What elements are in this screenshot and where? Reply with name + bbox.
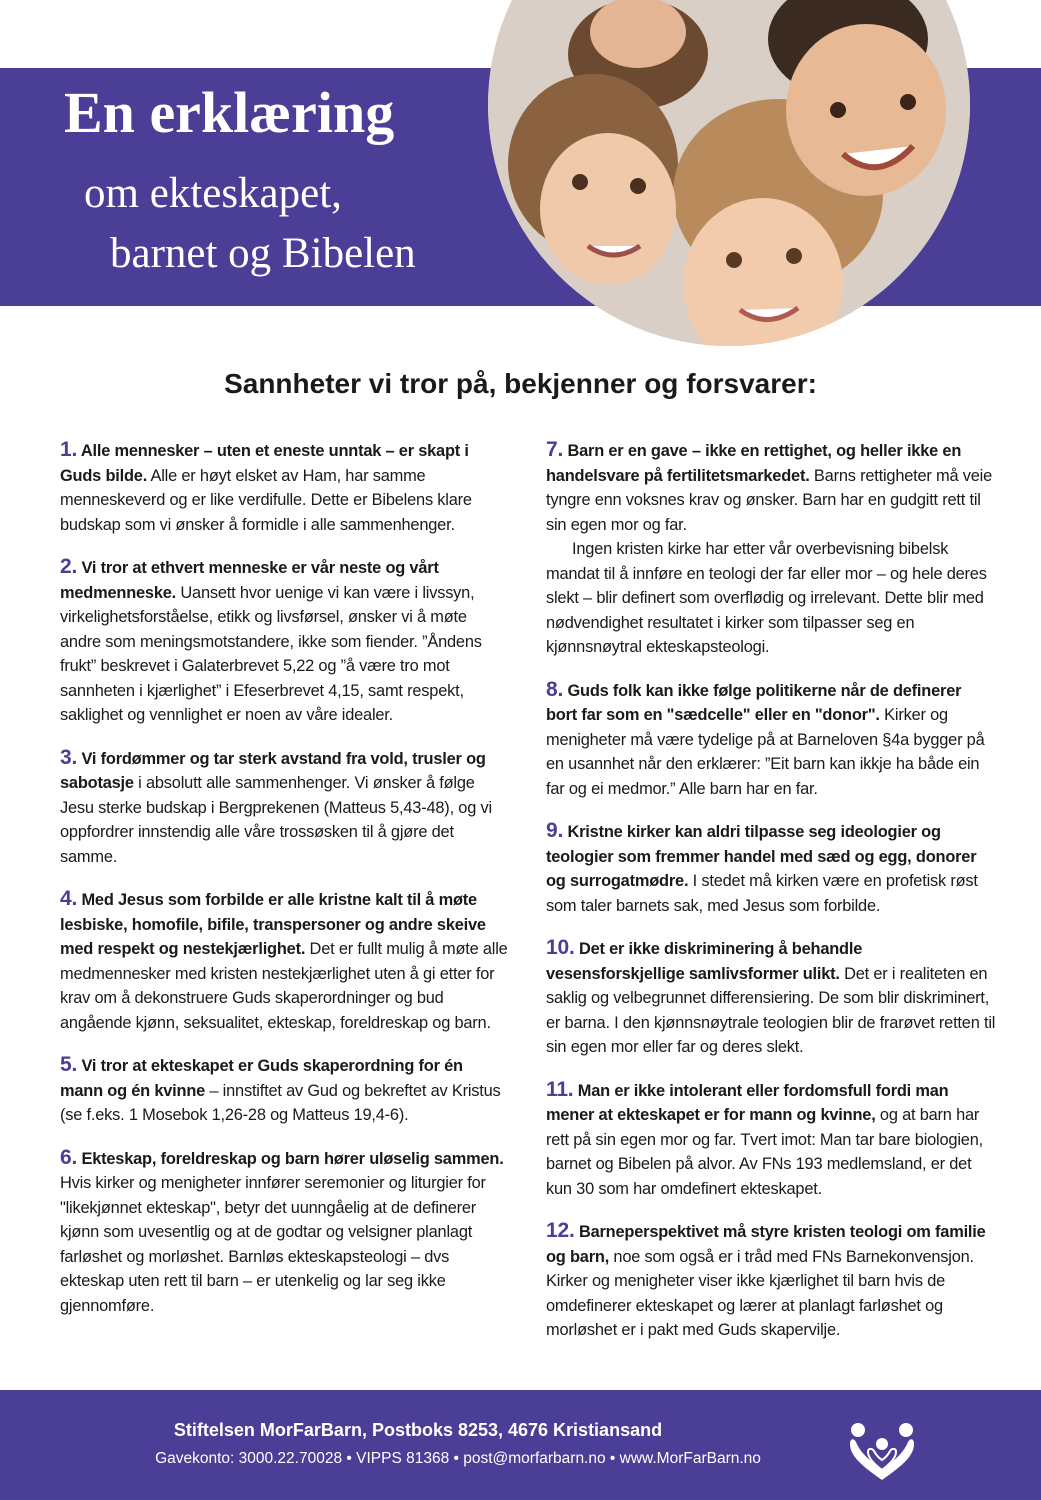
statement-body: og at barn har rett på sin egen mor og far. Tvert imot: Man tar bare biologien, barnet og Bibelen på alvor. Av FNs 193 medlemsland, er det kun 30 som har omdefinert ekteskapet. [546, 1106, 983, 1198]
statement-item-12 [546, 1219, 996, 1343]
statement-lead: Vi tror at ekteskapet er Guds skaperordning for én mann og én kvinne [60, 1057, 463, 1100]
page-subtitle-line2: barnet og Bibelen [110, 230, 416, 277]
right-column [546, 438, 996, 1361]
statement-body: Det er i realiteten en saklig og velbegrunnet differensiering. De som blir diskriminert, er barna. I den kjønnsnøytrale teologien blir de frarøvet retten til sin egen mor eller far og deres slekt. [546, 964, 996, 1056]
statement-item-11 [546, 1078, 996, 1202]
statement-lead: Barn er en gave – ikke en rettighet, og heller ikke en handelsvare på fertilitetsmarkedet. [546, 442, 962, 485]
statement-lead: Vi fordømmer og tar sterk avstand fra vold, trusler og sabotasje [60, 749, 486, 792]
statement-body: Alle er høyt elsket av Ham, har samme menneskeverd og er like verdifulle. Dette er Bibelens klare budskap som vi ønsker å formidle i alle sammenhenger. [60, 466, 472, 534]
statement-item-9 [546, 819, 996, 918]
statement-number: 9. [546, 819, 564, 842]
statement-item-6 [60, 1146, 510, 1319]
statement-number: 5. [60, 1053, 78, 1076]
statement-body: noe som også er i tråd med FNs Barnekonvensjon. Kirker og menigheter viser ikke kjærlighet til barn hvis de omdefinerer ekteskapet og lærer at planlagt farløshet og morløshet er i pakt med Guds skapervilje. [546, 1247, 974, 1339]
footer-band [0, 1390, 1041, 1500]
statement-number: 3. [60, 745, 78, 769]
statement-lead: Vi tror at ethvert menneske er vår neste og vårt medmenneske. [60, 559, 439, 602]
statement-lead: Barneperspektivet må styre kristen teologi om familie og barn, [546, 1223, 986, 1266]
statement-body: – innstiftet av Gud og bekreftet av Kristus (se f.eks. 1 Mosebok 1,26-28 og Matteus 19,4-6). [60, 1081, 501, 1124]
statement-item-8 [546, 678, 996, 802]
statement-number: 7. [546, 438, 564, 461]
statement-lead: Med Jesus som forbilde er alle kristne kalt til å møte lesbiske, homofile, bifile, transpersoner og andre skeive med respekt og nestekjærlighet. [60, 891, 486, 958]
page-title: En erklæring [64, 80, 395, 145]
statement-lead: Det er ikke diskriminering å behandle vesensforskjellige samlivsformer ulikt. [546, 940, 863, 983]
footer-contact: Gavekonto: 3000.22.70028 • VIPPS 81368 • post@morfarbarn.no • www.MorFarBarn.no [155, 1450, 761, 1467]
statement-number: 1. [60, 438, 78, 461]
footer-address: Stiftelsen MorFarBarn, Postboks 8253, 4676 Kristiansand [173, 1420, 663, 1440]
statement-body: Hvis kirker og menigheter innfører seremonier og liturgier for "likekjønnet ekteskap", betyr det uunngåelig at de definerer kjønn som uvesentlig og at de godtar og velsigner planlagt farløshet og morløshet. Barnløs ekteskapsteologi – dvs ekteskap uten rett til barn – er utenkelig og lar seg ikke gjennomføre. [60, 1174, 486, 1315]
statement-lead: Guds folk kan ikke følge politikerne når de definerer bort far som en "sædcelle" eller en "donor". [546, 681, 962, 724]
statement-body: Kirker og menigheter må være tydelige på at Barneloven §4a bygger på en usannhet når den erklærer: ”Eit barn kan ikkje ha både ein far og ei medmor.” Alle barn har en far. [546, 706, 985, 798]
statement-lead: Kristne kirker kan aldri tilpasse seg ideologier og teologier som fremmer handel med sæd og egg, donorer og surrogatmødre. [546, 823, 977, 890]
statement-number: 11. [546, 1077, 574, 1101]
statement-number: 12. [546, 1219, 575, 1242]
statement-body: I stedet må kirken være en profetisk røst som taler barnets sak, med Jesus som forbilde. [546, 872, 978, 915]
left-column [60, 438, 510, 1336]
statement-body-paragraph: Ingen kristen kirke har etter vår overbevisning bibelsk mandat til å innføre en teologi der far eller mor – og hele deres slekt – blir definert som overflødig og irrelevant. Dette blir med nødvendighet resultatet i kirker som tilpasser seg en kjønnsnøytral ekteskapsteologi. [546, 540, 987, 656]
statement-number: 8. [546, 677, 564, 701]
statement-item-7 [546, 438, 996, 660]
statement-number: 4. [60, 887, 78, 910]
page-subtitle-line1: om ekteskapet, [84, 170, 342, 217]
statement-item-1 [60, 438, 510, 537]
statement-body: i absolutt alle sammenhenger. Vi ønsker å følge Jesu sterke budskap i Bergprekenen (Matteus 5,43-48), og vi oppfordrer innstendig alle våre trossøsken til å gjøre det samme. [60, 774, 492, 866]
statement-item-10 [546, 936, 996, 1060]
statement-item-3 [60, 746, 510, 870]
statement-lead: Ekteskap, foreldreskap og barn hører uløselig sammen. [77, 1149, 504, 1168]
statement-lead: Alle mennesker – uten et eneste unntak – er skapt i Guds bilde. [60, 442, 469, 485]
statement-number: 10. [546, 936, 575, 959]
statement-item-2 [60, 555, 510, 728]
morfarbarn-logo-icon [842, 1408, 922, 1488]
statement-body: Uansett hvor uenige vi kan være i livssyn, virkelighetsforståelse, etikk og livsførsel, ønsker vi å møte andre som meningsmotstandere, ikke som fiender. ”Åndens frukt” beskrevet i Galaterbrevet 5,22 og ”å være tro mot sannheten i kjærlighet” i Efeserbrevet 4,15, samt respekt, saklighet og vennlighet er noen av våre idealer. [60, 583, 482, 724]
statement-body: Barns rettigheter må veie tyngre enn voksnes krav og ønsker. Barn har en gudgitt rett til sin egen mor og far. [546, 466, 993, 534]
statement-number: 2. [60, 555, 78, 578]
statement-item-5 [60, 1053, 510, 1128]
statement-number: 6. [60, 1145, 78, 1169]
statement-lead: Man er ikke intolerant eller fordomsfull fordi man mener at ekteskapet er for mann og kvinne, [546, 1081, 949, 1124]
statement-item-4 [60, 887, 510, 1035]
statement-body: Det er fullt mulig å møte alle medmennesker med kristen nestekjærlighet uten å gi etter for krav om å dekonstruere Guds skaperordninger og bud angående kjønn, seksualitet, ekteskap, foreldreskap og barn. [60, 940, 508, 1032]
section-heading: Sannheter vi tror på, bekjenner og forsvarer: [224, 368, 817, 399]
